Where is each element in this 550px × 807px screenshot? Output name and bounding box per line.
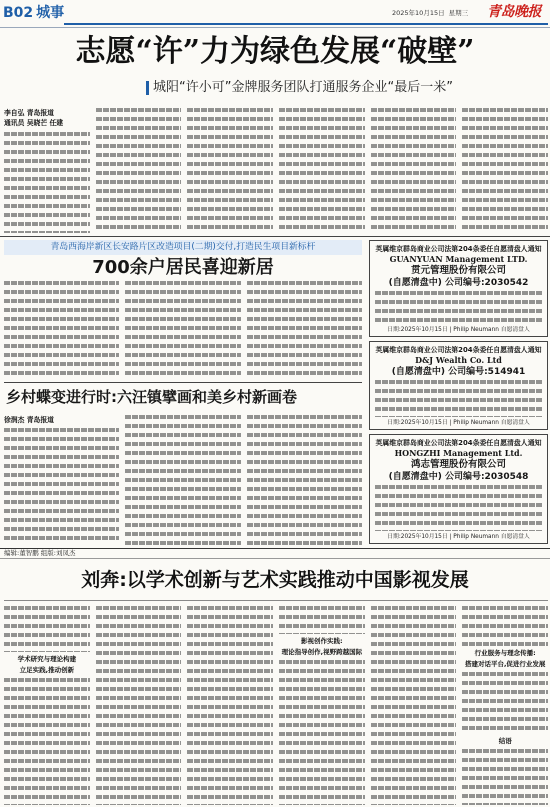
feature-section-1-subtitle: 立足实践,推动创新 [19, 666, 75, 674]
housing-column-1 [4, 281, 119, 378]
header-rule-thin [0, 27, 550, 28]
body-text-block [187, 108, 273, 233]
liquidation-notice-1 [369, 240, 548, 337]
body-text-block [247, 281, 362, 378]
housing-column-2 [125, 281, 240, 378]
feature-headline: 刘奔:以学术创新与艺术实践推动中国影视发展 [81, 569, 469, 591]
notice-company-cn: 鸿志管理股份有限公司 [410, 459, 506, 470]
feature-section-2-title: 影视创作实践: [301, 637, 343, 645]
housing-column-3 [247, 281, 362, 378]
lead-byline-correspondents: 通讯员 吴晓芒 任建 [4, 119, 64, 127]
lead-column-1 [4, 108, 90, 233]
body-text-block [371, 606, 457, 805]
notice-company-cn: 贯元管理股份有限公司 [410, 265, 506, 276]
body-text-block [4, 678, 90, 805]
housing-kicker: 青岛西海岸新区长安路片区改造项目(二期)交付,打造民生项目新标杆 [4, 240, 362, 255]
feature-column-4 [279, 606, 365, 805]
feature-column-1 [4, 606, 90, 805]
notice-signoff: 日期:2025年10月15日 | Philip Neumann 自愿清盘人 [387, 534, 530, 540]
feature-rule [4, 600, 548, 601]
lead-column-6 [462, 108, 548, 233]
liquidation-notice-2 [369, 341, 548, 430]
notice-title: 英属维京群岛商业公司法第204条委任自愿清盘人通知 [375, 245, 542, 253]
lead-column-3 [187, 108, 273, 233]
feature-section-2-subtitle: 理论指导创作,视野跨越国际 [281, 648, 363, 656]
lead-subheadline-text: 城阳“许小可”金牌服务团队打通服务企业“最后一米” [153, 80, 453, 95]
masthead-logo: 青岛晚报 [487, 4, 541, 20]
feature-column-2 [96, 606, 182, 805]
notice-status: (自愿清盘中) 公司编号:514941 [391, 367, 526, 377]
feature-section-3-title: 行业服务与理念传播: [474, 649, 536, 657]
body-text-block [125, 415, 240, 545]
village-column-2 [125, 415, 240, 545]
weekday-text: 星期三 [448, 9, 469, 17]
housing-story-body [4, 281, 362, 378]
lead-subheadline [146, 80, 453, 96]
feature-story-body [4, 606, 548, 805]
feature-section-3-subtitle: 搭建对话平台,促进行业发展 [464, 660, 546, 668]
body-text-block [4, 606, 90, 652]
notice-status: (自愿清盘中) 公司编号:2030548 [388, 472, 529, 482]
body-text-block [462, 108, 548, 233]
liquidation-notice-3 [369, 434, 548, 544]
village-column-3 [247, 415, 362, 545]
body-text-block [279, 606, 365, 634]
subheadline-bar [146, 81, 149, 95]
feature-section-1-title: 学术研究与理论构建 [17, 655, 77, 663]
notice-company-en: GUANYUAN Management LTD. [389, 254, 528, 264]
lead-column-2 [96, 108, 182, 233]
notice-company-en: HONGZHI Management Ltd. [394, 448, 523, 458]
notice-body-text [375, 485, 542, 531]
notice-company-en: D&J Wealth Co. Ltd [415, 355, 502, 365]
body-text-block [4, 132, 90, 233]
village-byline: 徐润杰 青岛报道 [4, 416, 54, 424]
lead-column-4 [279, 108, 365, 233]
village-column-1 [4, 415, 119, 545]
body-text-block [462, 672, 548, 734]
notice-signoff: 日期:2025年10月15日 | Philip Neumann 自愿清盘人 [387, 420, 530, 426]
section-name: 城事 [36, 5, 65, 21]
notice-body-text [375, 291, 542, 324]
lead-headline: 志愿“许”力为绿色发展“破壁” [75, 34, 475, 69]
body-text-block [462, 749, 548, 805]
body-text-block [247, 415, 362, 545]
body-text-block [4, 428, 119, 545]
page-number: B02 [3, 5, 34, 21]
header-rule [64, 23, 548, 25]
section-divider [0, 236, 550, 237]
body-text-block [279, 108, 365, 233]
notice-body-text [375, 380, 542, 417]
feature-column-6 [462, 606, 548, 805]
body-text-block [96, 108, 182, 233]
body-text-block [187, 606, 273, 805]
feature-column-5 [371, 606, 457, 805]
notice-status: (自愿清盘中) 公司编号:2030542 [388, 278, 529, 288]
notice-title: 英属维京群岛商业公司法第204条委任自愿清盘人通知 [375, 346, 542, 354]
body-text-block [4, 281, 119, 378]
editor-credits: 编辑:董智鹏 组版:刘凤杰 [0, 548, 550, 559]
section-divider [4, 382, 362, 383]
body-text-block [371, 108, 457, 233]
notice-title: 英属维京群岛商业公司法第204条委任自愿清盘人通知 [375, 439, 542, 447]
body-text-block [279, 660, 365, 805]
page-section-tag [3, 4, 64, 22]
feature-column-3 [187, 606, 273, 805]
village-story-body [4, 415, 362, 545]
issue-date [392, 9, 468, 18]
lead-story-body [4, 108, 548, 233]
body-text-block [125, 281, 240, 378]
feature-closing-title: 结语 [498, 737, 512, 745]
village-headline: 乡村蝶变进行时:六汪镇擘画和美乡村新画卷 [6, 388, 298, 406]
notice-signoff: 日期:2025年10月15日 | Philip Neumann 自愿清盘人 [387, 327, 530, 333]
date-text: 2025年10月15日 [392, 9, 445, 17]
body-text-block [96, 606, 182, 805]
housing-headline: 700余户居民喜迎新居 [92, 257, 274, 278]
lead-byline-reporter: 李自弘 青岛报道 [4, 109, 54, 117]
body-text-block [462, 606, 548, 646]
lead-column-5 [371, 108, 457, 233]
